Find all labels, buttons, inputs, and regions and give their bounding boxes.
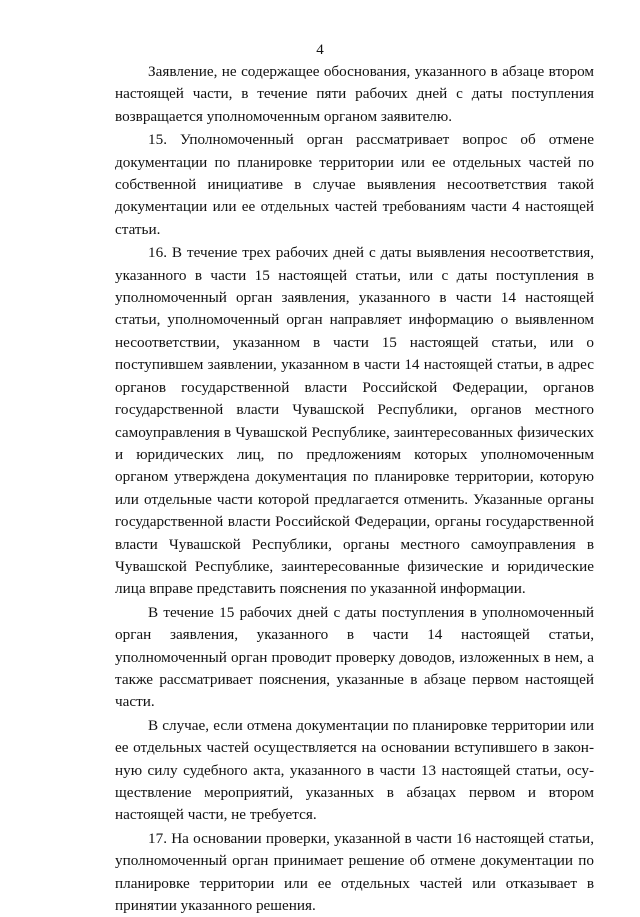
- paragraph: 16. В течение трех рабочих дней с даты выявления несоответствия, указанного в части 15 настоящей статьи, или с даты поступления в уполномоченный орган заявления, указанного в части 14 настоящей статьи, уполномоченный орган направляет информацию о выявленном несоответствии, указанном в части 15 настоящей статьи, или о поступившем заявлении, указанном в части 14 настоящей статьи, в адрес органов государственной власти Российской Федерации, органов государственной власти Чувашской Республики, органов местного самоуправления в Чувашской Республике, заинтересованных физических и юридических лиц, по предложениям которых уполномоченным органом утверждена документация по планировке территории, которую или отдельные части которой предлагается отменить. Указанные органы государственной власти Российской Федерации, органы государственной власти Чувашской Республики, органы местного самоуправления в Чувашской Республике, заинтересованные физические и юридические лица вправе представить пояснения по указанной информации.: [115, 244, 594, 598]
- page-number: 4: [316, 42, 324, 58]
- paragraph: В течение 15 рабочих дней с даты поступления в уполномоченный орган заявления, указанного в части 14 настоящей статьи, уполномоченный орган проводит проверку доводов, изложенных в нем, а также рассматривает пояснения, указанные в абзаце первом настоящей части.: [115, 603, 594, 711]
- paragraph: Заявление, не содержащее обоснования, указанного в абзаце втором настоящей части, в течение пяти рабочих дней с даты поступления возвращается уполномоченным органом заявителю.: [115, 63, 594, 125]
- paragraph: 17. На основании проверки, указанной в части 16 настоящей статьи, уполномоченный орган принимает решение об отмене документации по планировке территории или ее отдельных частей или отказывает в принятии указанного решения.: [115, 829, 594, 915]
- document-body: [115, 61, 594, 917]
- paragraph: 15. Уполномоченный орган рассматривает вопрос об отмене документации по планировке территории или ее отдельных частей по собственной инициативе в случае выявления несоответствия такой документации или ее отдельных частей требованиям части 4 настоящей статьи.: [115, 131, 594, 238]
- paragraph: В случае, если отмена документации по планировке территории или ее отдельных частей осуществляется на основании вступившего в законную силу судебного акта, указанного в части 13 настоящей статьи, осуществление мероприятий, указанных в абзацах первом и втором настоящей части, не требуется.: [115, 716, 594, 824]
